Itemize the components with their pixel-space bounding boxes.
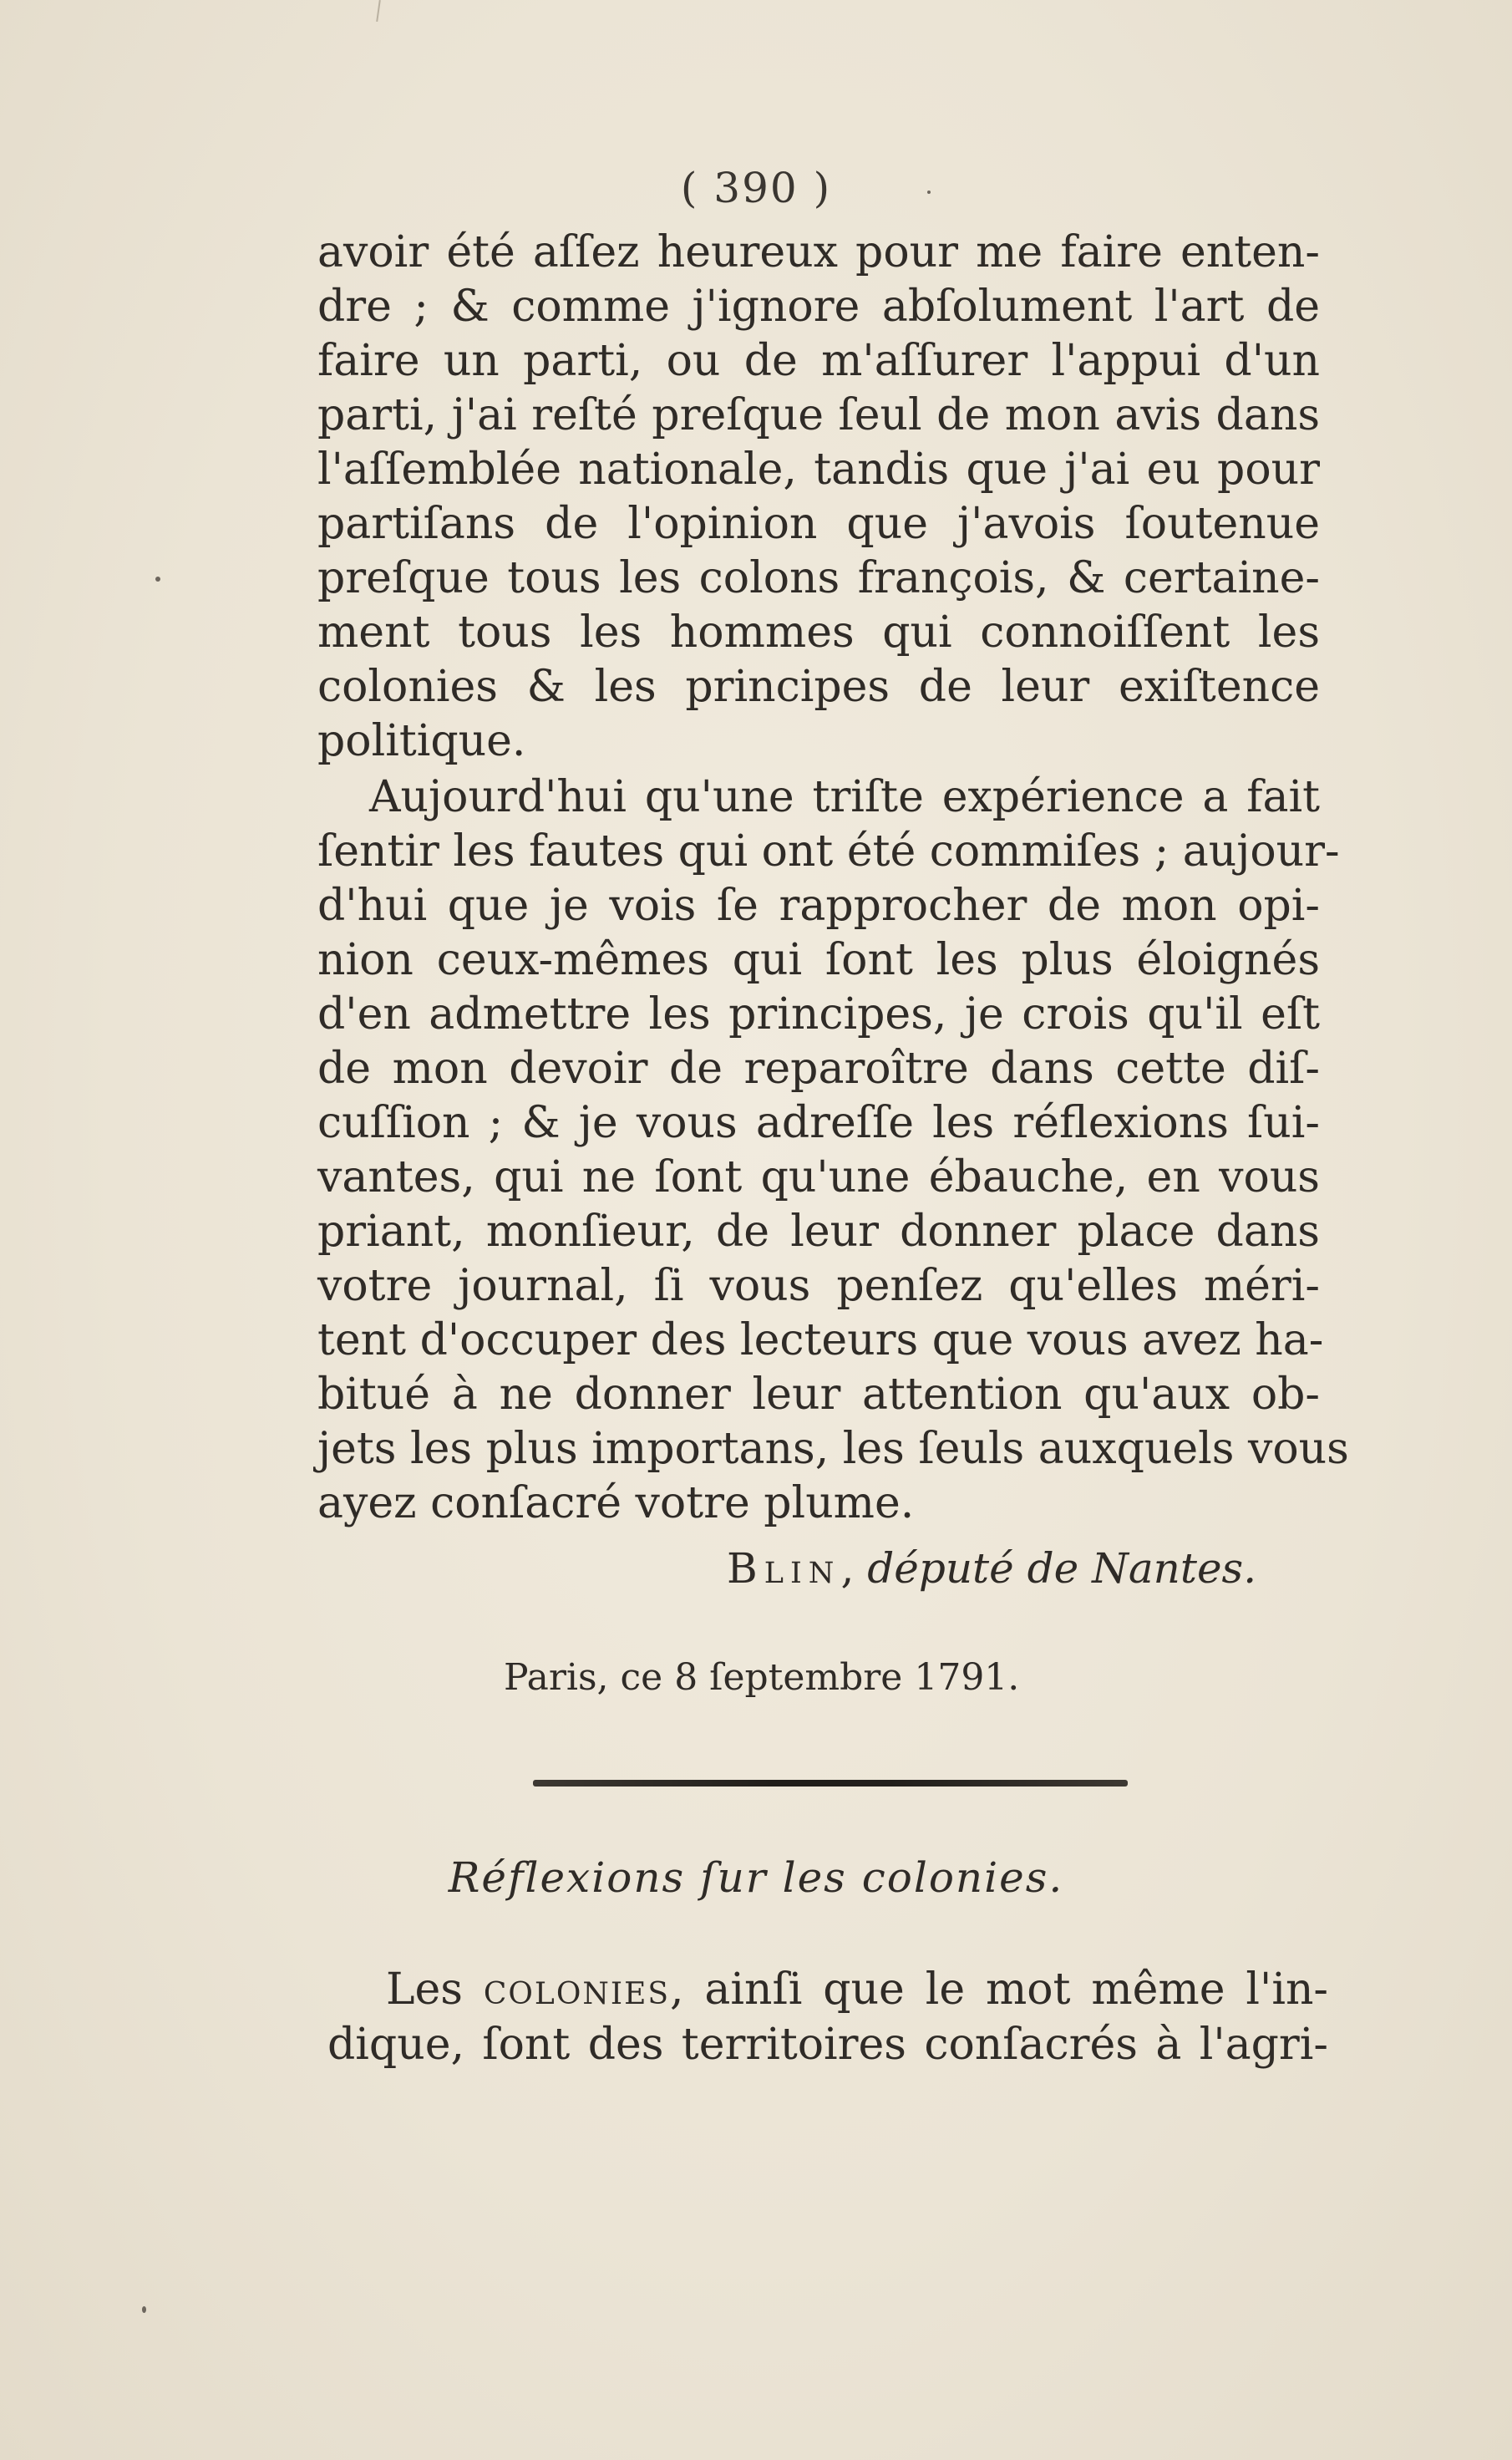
text-line: ſentir les fautes qui ont été commiſes ; aujour- (317, 826, 1340, 877)
page-edge-mark (376, 0, 381, 22)
closing-smallcaps-word: colonies (483, 1964, 671, 2015)
author-name: Blin (727, 1544, 841, 1593)
text-line: nion ceux-mêmes qui ſont les plus éloignés (317, 935, 1320, 985)
text-line: l'aſſemblée nationale, tandis que j'ai eu pour (317, 445, 1320, 495)
text-line: partiſans de l'opinion que j'avois ſoutenue (317, 499, 1320, 549)
text-line: d'en admettre les principes, je crois qu'il eſt (317, 989, 1320, 1039)
ink-speck (142, 2306, 146, 2313)
section-heading: Réflexions ſur les colonies. (448, 1853, 1064, 1902)
closing-paragraph (327, 1962, 1328, 2072)
text-line: vantes, qui ne ſont qu'une ébauche, en vous (317, 1152, 1320, 1202)
text-line: votre journal, ſi vous penſez qu'elles méri- (317, 1261, 1320, 1311)
text-line: dre ; & comme j'ignore abſolument l'art de (317, 282, 1320, 332)
text-line: faire un parti, ou de m'aſſurer l'appui d'un (317, 336, 1320, 386)
text-line: colonies & les principes de leur exiſtence (317, 662, 1320, 712)
text-line: d'hui que je vois ſe rapprocher de mon opi- (317, 881, 1320, 931)
text-line: ayez conſacré votre plume. (317, 1478, 915, 1528)
text-line: bitué à ne donner leur attention qu'aux ob- (317, 1370, 1320, 1420)
closing-line-1-rest: , ainſi que le mot même l'in- (670, 1964, 1329, 2015)
text-line: ment tous les hommes qui connoiſſent les (317, 607, 1320, 658)
text-line: parti, j'ai reſté preſque ſeul de mon avis dans (317, 390, 1320, 440)
text-line: avoir été aſſez heureux pour me faire enten- (317, 227, 1320, 277)
paragraph-2 (317, 770, 1349, 1531)
author-title: député de Nantes. (867, 1544, 1257, 1593)
text-line: de mon devoir de reparoître dans cette diſ- (317, 1044, 1320, 1094)
signature: Blin, député de Nantes. (727, 1544, 1257, 1593)
closing-lead: Les (386, 1964, 463, 2015)
text-line: preſque tous les colons françois, & certaine- (317, 553, 1320, 603)
text-line: cuſſion ; & je vous adreſſe les réflexions ſui- (317, 1098, 1320, 1148)
text-line: priant, monſieur, de leur donner place dans (317, 1207, 1320, 1257)
text-line: Aujourd'hui qu'une triſte expérience a fait (369, 772, 1320, 822)
text-line (327, 1962, 1328, 2017)
page-number: ( 390 ) (680, 164, 832, 212)
text-line: dique, ſont des territoires conſacrés à l'agri- (327, 2020, 1328, 2070)
section-divider (533, 1780, 1128, 1787)
ink-speck (155, 577, 160, 582)
text-line: jets les plus importans, les ſeuls auxquels vous (317, 1424, 1349, 1474)
text-line: politique. (317, 716, 526, 766)
text-line: tent d'occuper des lecteurs que vous avez ha- (317, 1315, 1324, 1365)
dateline: Paris, ce 8 ſeptembre 1791. (504, 1656, 1020, 1699)
paragraph-1 (317, 226, 1320, 769)
